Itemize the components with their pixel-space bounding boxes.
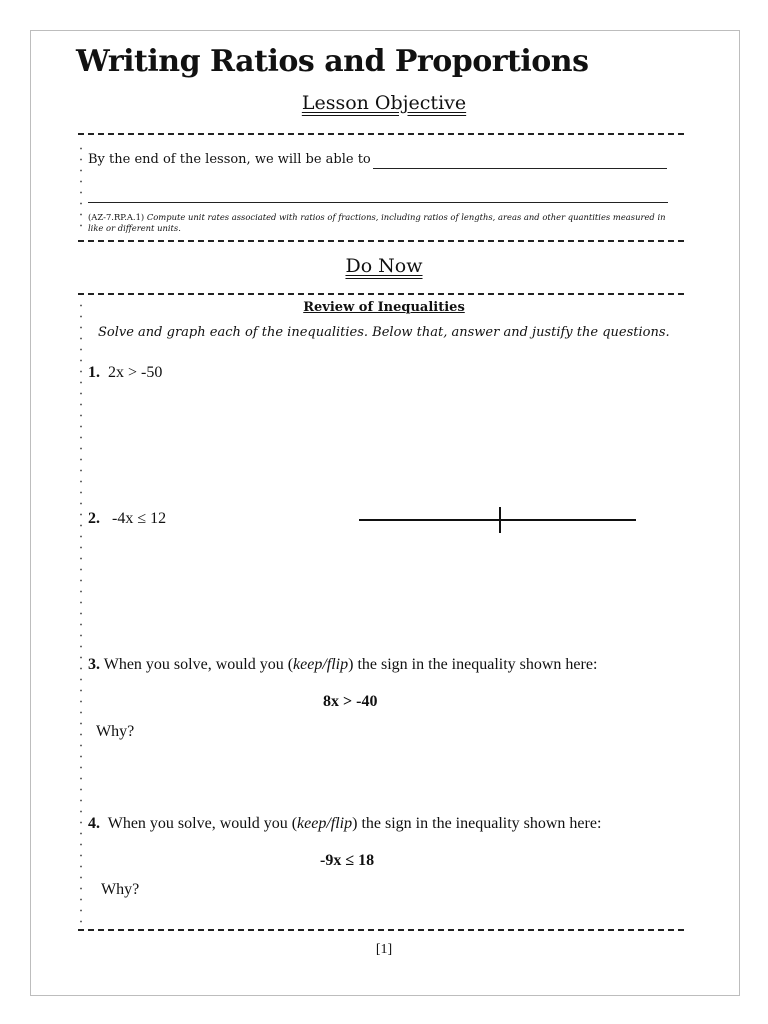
objective-blank-line [373,168,667,169]
question-text: ) the sign in the inequality shown here: [352,815,602,832]
standard-code: (AZ-7.RP.A.1) [88,212,145,222]
question-2 [88,510,166,528]
question-3 [88,656,597,674]
divider [78,240,684,242]
question-4 [88,815,601,833]
divider-top [78,133,684,135]
question-text: ) the sign in the inequality shown here: [348,656,598,673]
divider [78,293,684,295]
question-number: 4. [88,815,100,832]
question-text: When you solve, would you ( [107,815,298,832]
question-choice: keep/flip [293,656,349,673]
question-3-why: Why? [96,723,135,740]
margin-dots [80,143,82,235]
number-line [359,519,636,521]
standard-note [88,212,678,234]
instructions: Solve and graph each of the inequalities. Below that, answer and justify the questions. [98,325,670,340]
do-now-heading: Do Now [345,255,423,277]
question-number: 1. [88,364,100,381]
question-4-expression: -9x ≤ 18 [320,852,375,869]
question-number: 3. [88,656,100,673]
objective-prompt: By the end of the lesson, we will be able to [88,152,371,167]
question-choice: keep/flip [297,815,353,832]
objective-blank-line [88,202,668,203]
question-expression: 2x > -50 [108,364,163,381]
question-expression: -4x ≤ 12 [112,510,167,527]
page-number: [1] [375,942,393,957]
page-title: Writing Ratios and Proportions [76,44,589,79]
question-1 [88,364,162,382]
divider-bottom [78,929,684,931]
question-text: When you solve, would you ( [103,656,294,673]
lesson-objective-heading: Lesson Objective [301,92,467,114]
review-subheading: Review of Inequalities [303,300,465,315]
standard-text: Compute unit rates associated with ratios of fractions, including ratios of lengths, areas and other quantities measured in like or different units. [88,212,666,233]
question-number: 2. [88,510,100,527]
margin-dots [80,300,82,925]
question-3-expression: 8x > -40 [323,693,378,710]
number-line-tick [499,507,501,533]
question-4-why: Why? [101,881,140,898]
